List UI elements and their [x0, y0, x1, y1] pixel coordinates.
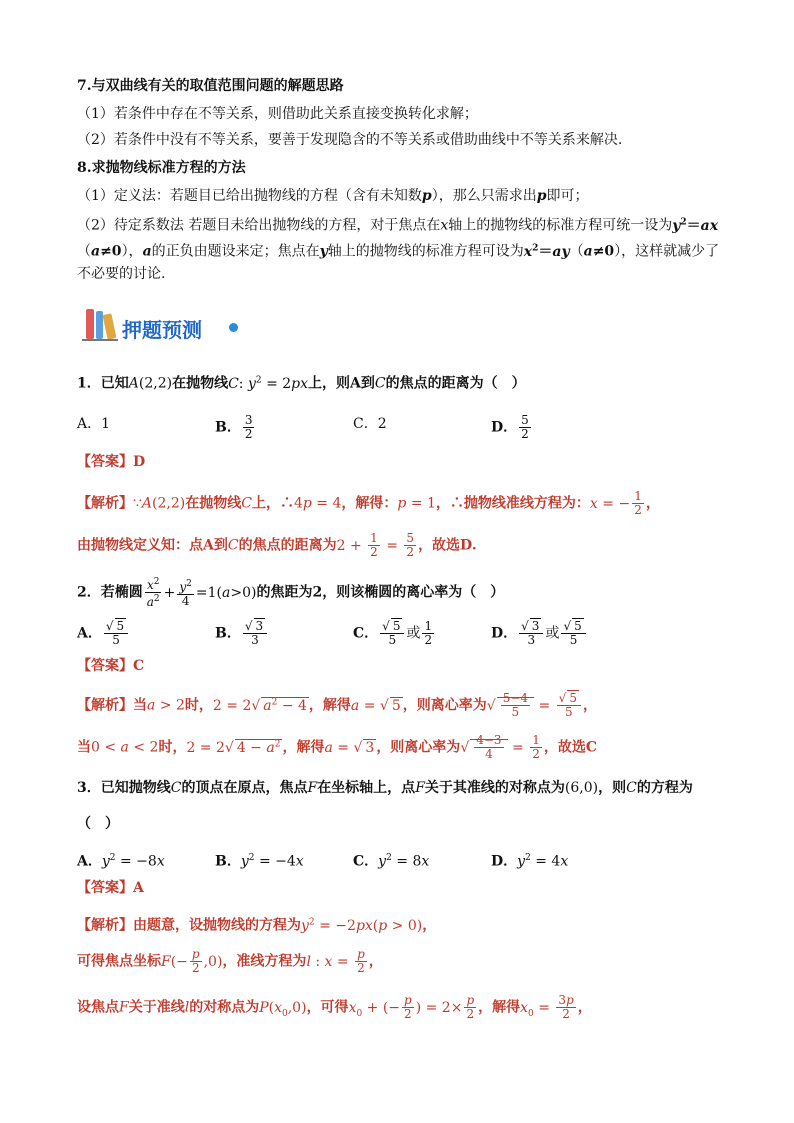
text: 当 [133, 697, 147, 714]
text: 可得焦点坐标 [77, 953, 161, 970]
text: B． [215, 625, 241, 642]
text: （ [77, 243, 91, 260]
q2-analysis-1: 【解析】当a > 2时，2 = 2√ $a^2 - 4$ ，解得a = √ 5 ，则离心率为√ $\frac{5-4}{5}$ = $\frac{√ 5}{5}$ ， [77, 691, 597, 720]
dot-icon [229, 323, 238, 332]
text: 或 [545, 625, 560, 642]
text: 的顶点在原点，焦点 [181, 780, 308, 796]
q3-option-b[interactable]: B．$y^2 = -4x$ [215, 853, 304, 870]
text: C． [353, 625, 379, 642]
text: D [133, 454, 146, 470]
text: 在抛物线 [172, 375, 229, 392]
section-8-point-2-end: 不必要的讨论. [77, 266, 166, 282]
q1-option-d[interactable]: D． $\frac{5}{2}$ [491, 413, 529, 441]
text: A． [77, 853, 102, 870]
text: 的方程为 [636, 780, 693, 796]
text: C． [353, 853, 379, 870]
text: ，故选D. [418, 537, 477, 554]
text: 【答案】 [77, 454, 133, 470]
text: 时， [184, 697, 213, 714]
q1-analysis-2: 由抛物线定义知：点A到C的焦点的距离为2 + $\frac{1}{2}$ = $\frac{5}{2}$ ，故选D. [77, 531, 477, 559]
section-7-point-2: （2）若条件中没有不等关系，要善于发现隐含的不等关系或借助曲线中不等关系来解决. [77, 132, 623, 148]
question-2-stem: 2．若椭圆 $\frac{x^2}{a^2}$ + $\frac{y^2}{4}$ =1(a>0)的焦距为2，则该椭圆的离心率为（ ） [77, 577, 505, 609]
section-8-point-2-cont: （a≠0），a的正负由题设来定；焦点在y轴上的抛物线的标准方程可设为$x^2=ay(a\ne 0)$，这样就减少了 [77, 243, 720, 260]
text: 【解析】 [77, 495, 133, 512]
q3-option-d[interactable]: D．$y^2 = 4x$ [491, 853, 569, 870]
q2-analysis-2: 当0 < a < 2时，2 = 2√ $4 - a^2$ ，解得a = √ 3 ，则离心率为√ $\frac{4-3}{4}$ = $\frac{1}{2}$ ，故选C [77, 733, 597, 762]
text: ），这样就减少了 [614, 243, 720, 260]
q3-option-a[interactable]: A．$y^2 = -8x$ [77, 853, 165, 870]
text: （ [569, 243, 584, 260]
text: B． [215, 419, 241, 436]
text: 关于其准线的对称点为 [424, 780, 565, 796]
text: ，则离心率为 [376, 739, 461, 756]
text: 或 [406, 625, 421, 642]
q1-option-b[interactable]: B． $\frac{3}{2}$ [215, 413, 253, 441]
q3-option-c[interactable]: C．$y^2 = 8x$ [353, 853, 430, 870]
text: 3．已知抛物线 [77, 780, 171, 796]
q2-option-c[interactable]: C． $\frac{√ 5}{5}$ 或 $\frac{1}{2}$ [353, 619, 433, 647]
section-banner-title: 押题预测 [122, 318, 202, 342]
text: ，∴抛物线准线方程为： [435, 495, 590, 512]
text: ，解得 [282, 739, 325, 756]
text: 上，则A到 [308, 375, 375, 392]
text: ，可得 [306, 999, 349, 1016]
text: 【答案】 [77, 880, 133, 896]
section-7-point-1: （1）若条件中存在不等关系，则借助此关系直接变换转化求解； [77, 106, 478, 122]
question-3-stem: 3．已知抛物线C的顶点在原点，焦点F在坐标轴上，点F关于其准线的对称点为(6,0)，则C的方程为 [77, 780, 693, 796]
text: 的焦点的距离为 [238, 537, 337, 554]
text: 在坐标轴上，点 [317, 780, 416, 796]
q1-answer [77, 452, 145, 472]
text: ，解得 [478, 999, 521, 1016]
q2-answer [77, 656, 144, 676]
text: D． [491, 419, 518, 436]
text: ，解得 [308, 697, 351, 714]
text: 的焦距为2，则该椭圆的离心率为（ ） [256, 584, 505, 601]
text: 2．若椭圆 [77, 584, 143, 601]
text: ，则 [598, 780, 627, 796]
q1-option-c[interactable]: C．2 [353, 416, 387, 432]
text: D． [491, 625, 518, 642]
text: ，准线方程为 [222, 953, 307, 970]
q1-analysis-1: 【解析】∵A(2,2)在抛物线C上，∴4p = 4，解得：p = 1，∴抛物线准线方程为：x = − $\frac{1}{2}$ ， [77, 489, 660, 517]
section-8-title: 8.求抛物线标准方程的方法 [77, 160, 246, 176]
section-8-point-2: （2）待定系数法 若题目未给出抛物线的方程，对于焦点在x轴上的抛物线的标准方程可统一设为$y^2=ax$ [77, 217, 719, 234]
text: ，故选C [543, 739, 597, 756]
q3-paren: （ ） [77, 816, 119, 832]
text: 的焦点的距离为（ ） [385, 375, 526, 392]
text: 上，∴ [251, 495, 294, 512]
text: 当 [77, 739, 91, 756]
text: 设焦点 [77, 999, 119, 1016]
q2-option-a[interactable]: A． $\frac{√ 5}{5}$ [77, 620, 130, 647]
text: ，解得： [341, 495, 398, 512]
q3-analysis-3: 设焦点F关于准线l的对称点为$P(x_0,0)$，可得$x_0$ + (− $\frac{p}{2}$ ) = 2× $\frac{p}{2}$ ，解得$x_0$ = $\frac{3p}{2}$ ， [77, 993, 592, 1021]
text: 时， [158, 739, 187, 756]
text: C [133, 658, 145, 674]
text: 关于准线 [128, 999, 185, 1016]
text: （1）定义法：若题目已给出抛物线的方程（含有未知数 [77, 188, 422, 204]
text: 在抛物线 [185, 495, 242, 512]
section-8-point-1: （1）定义法：若题目已给出抛物线的方程（含有未知数p），那么只需求出p即可； [77, 188, 589, 204]
text: 的正负由题设来定；焦点在 [151, 243, 320, 260]
text: 即可； [546, 188, 589, 204]
text: 轴上的抛物线的标准方程可设为 [327, 243, 524, 260]
text: D． [491, 853, 518, 870]
text: 【答案】 [77, 658, 133, 674]
q1-option-a[interactable]: A．1 [77, 416, 111, 432]
text: 由抛物线定义知：点A到 [77, 537, 228, 554]
text: ），那么只需求出 [431, 188, 537, 204]
section-7-title: 7.与双曲线有关的取值范围问题的解题思路 [77, 78, 344, 94]
text: 由题意，设抛物线的方程为 [133, 917, 301, 934]
text: （2）待定系数法 若题目未给出抛物线的方程，对于焦点在 [77, 217, 441, 234]
q3-answer [77, 878, 144, 898]
q2-option-b[interactable]: B． $\frac{√ 3}{3}$ [215, 620, 269, 647]
q3-analysis-2: 可得焦点坐标F(− $\frac{p}{2}$ ,0)，准线方程为l : x = $\frac{p}{2}$ ， [77, 947, 383, 975]
text: 的对称点为 [189, 999, 260, 1016]
q2-option-d[interactable]: D． $\frac{√ 3}{3}$ 或 $\frac{√ 5}{5}$ [491, 620, 588, 647]
question-1-stem: 1．已知A(2,2)在抛物线C: $y^2 = 2px$上，则A到C的焦点的距离为（ ） [77, 375, 526, 392]
text: 【解析】 [77, 917, 133, 934]
text: A． [77, 625, 102, 642]
text: B． [215, 853, 241, 870]
text: 【解析】 [77, 697, 133, 714]
text: ，则离心率为 [402, 697, 487, 714]
text: 1．已知 [77, 375, 129, 392]
text: 轴上的抛物线的标准方程可统一设为 [448, 217, 673, 234]
text: A [133, 880, 144, 896]
text: ）， [121, 243, 143, 260]
q3-analysis-1: 【解析】由题意，设抛物线的方程为$y^2 = -2px(p > 0)$， [77, 917, 437, 934]
